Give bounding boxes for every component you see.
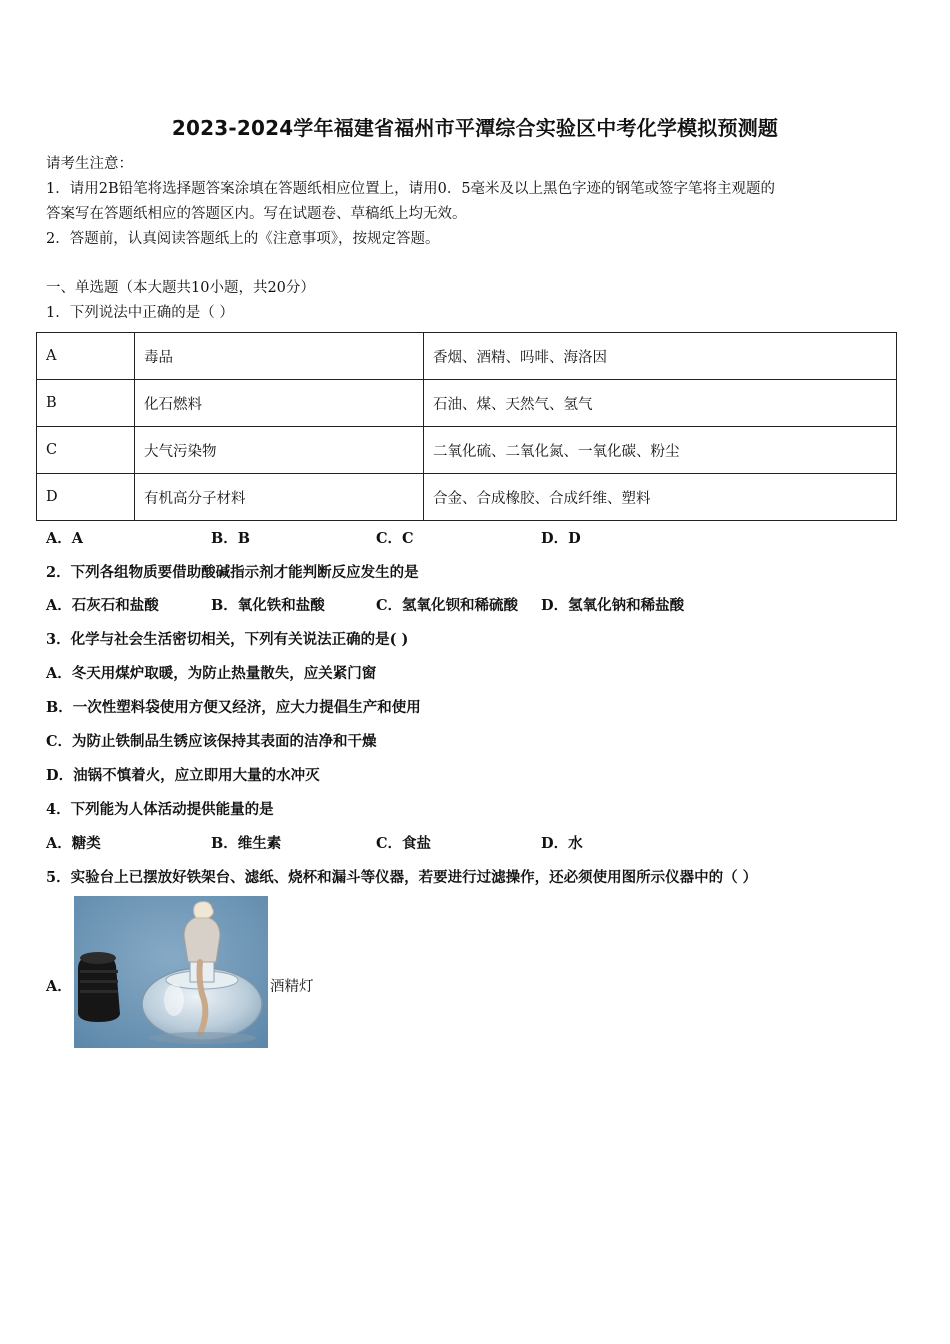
question-5-option-a-letter: A． [46,978,72,995]
question-1-option-a: A．A [46,530,84,547]
question-1-table [36,332,897,521]
question-1-option-b: B．B [211,530,251,547]
section-heading: 一、单选题（本大题共10小题，共20分） [46,280,315,296]
table-cell-items: 石油、煤、天然气、氢气 [424,380,897,427]
question-2-stem: 2．下列各组物质要借助酸碱指示剂才能判断反应发生的是 [46,564,419,581]
table-cell-items: 香烟、酒精、吗啡、海洛因 [424,333,897,380]
question-4-stem: 4．下列能为人体活动提供能量的是 [46,801,274,818]
table-cell-items: 二氧化硫、二氧化氮、一氧化碳、粉尘 [424,427,897,474]
table-cell-letter: A [37,333,135,380]
question-4-option-a: A．糖类 [46,835,101,852]
question-2-option-c: C．氢氧化钡和稀硫酸 [376,597,519,614]
question-1-option-d: D．D [541,530,581,547]
notice-heading: 请考生注意： [46,156,133,172]
alcohol-lamp-icon [74,896,268,1048]
question-3-stem: 3．化学与社会生活密切相关，下列有关说法正确的是( ) [46,631,409,648]
notice-item-2: 2．答题前，认真阅读答题纸上的《注意事项》，按规定答题。 [46,231,440,247]
question-2-option-d: D．氢氧化钠和稀盐酸 [541,597,685,614]
table-row [37,333,897,380]
question-3-option-a: A．冬天用煤炉取暖，为防止热量散失，应关紧门窗 [46,665,377,682]
table-row [37,427,897,474]
notice-item-1-line-1: 1．请用2B铅笔将选择题答案涂填在答题纸相应位置上，请用0．5毫米及以上黑色字迹的钢笔或签字笔将主观题的 [46,181,776,197]
question-3-option-b: B．一次性塑料袋使用方便又经济，应大力提倡生产和使用 [46,699,421,716]
question-3-option-c: C．为防止铁制品生锈应该保持其表面的洁净和干燥 [46,733,377,750]
alcohol-lamp-photo [74,896,268,1048]
table-cell-letter: C [37,427,135,474]
table-cell-letter: D [37,474,135,521]
question-4-option-d: D．水 [541,835,583,852]
question-3-option-d: D．油锅不慎着火，应立即用大量的水冲灭 [46,767,320,784]
table-row [37,380,897,427]
table-row [37,474,897,521]
question-5-stem: 5．实验台上已摆放好铁架台、滤纸、烧杯和漏斗等仪器，若要进行过滤操作，还必须使用图所示仪器中的（ ） [46,869,758,886]
question-5-option-a-label: 酒精灯 [270,979,314,995]
question-2-option-a: A．石灰石和盐酸 [46,597,159,614]
question-4-option-b: B．维生素 [211,835,282,852]
question-1-option-c: C．C [376,530,414,547]
table-cell-category: 大气污染物 [135,427,424,474]
question-2-option-b: B．氧化铁和盐酸 [211,597,325,614]
question-4-option-c: C．食盐 [376,835,432,852]
table-cell-items: 合金、合成橡胶、合成纤维、塑料 [424,474,897,521]
table-cell-category: 有机高分子材料 [135,474,424,521]
page-title: 2023-2024学年福建省福州市平潭综合实验区中考化学模拟预测题 [171,116,779,140]
notice-item-1-line-2: 答案写在答题纸相应的答题区内。写在试题卷、草稿纸上均无效。 [46,206,467,222]
table-cell-category: 毒品 [135,333,424,380]
table-cell-letter: B [37,380,135,427]
question-1-stem: 1．下列说法中正确的是（ ） [46,305,234,321]
table-cell-category: 化石燃料 [135,380,424,427]
